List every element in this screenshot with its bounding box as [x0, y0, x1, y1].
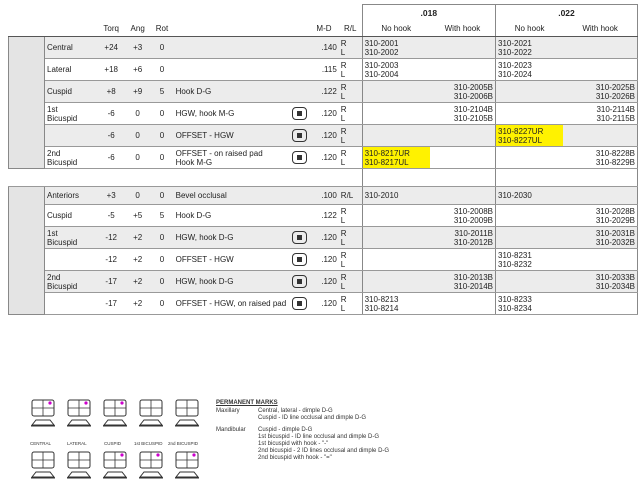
bracket-icon [292, 231, 307, 244]
torq-value: -5 [97, 205, 125, 227]
part-number-018-with-hook [430, 249, 496, 271]
description: OFFSET - HGW [174, 125, 290, 147]
part-number-018-no-hook: 310-2010 [362, 187, 430, 205]
bracket-icon [292, 253, 307, 266]
rot-value: 0 [150, 59, 173, 81]
marks-mandibular-line: 2nd bicuspid - 2 ID lines occlusal and dimple D-G [258, 448, 390, 454]
dimple-mark-icon [120, 401, 123, 404]
marks-title: PERMANENT MARKS [216, 400, 278, 406]
maxillary-side-label [9, 37, 45, 169]
rl-value: R L [339, 103, 362, 125]
md-value: .122 [309, 205, 339, 227]
bracket-icon-cell [290, 37, 309, 59]
bracket-icon [292, 129, 307, 142]
part-number-018-with-hook [430, 187, 496, 205]
tooth-name: Cuspid [45, 81, 98, 103]
col-torq: Torq [97, 22, 125, 37]
dimple-mark-icon [48, 401, 51, 404]
ang-value: 0 [125, 125, 150, 147]
marks-maxillary-line: Central, lateral - dimple D-G [258, 408, 333, 414]
bracket-base-icon [32, 420, 54, 425]
rot-value: 0 [150, 187, 173, 205]
mandibular-row [9, 187, 638, 205]
maxillary-row [9, 37, 638, 59]
part-number-018-no-hook: 310-2003 310-2004 [362, 59, 430, 81]
description: OFFSET - on raised pad Hook M-G [174, 147, 290, 169]
md-value: .120 [309, 271, 339, 293]
part-number-018-no-hook [362, 271, 430, 293]
torq-value: -12 [97, 227, 125, 249]
bracket-base-icon [104, 472, 126, 477]
part-number-022-no-hook [496, 103, 564, 125]
maxillary-row [9, 147, 638, 169]
tooth-name: Lateral [45, 59, 98, 81]
description: Bevel occlusal [174, 187, 290, 205]
torq-value: -6 [97, 125, 125, 147]
part-number-018-with-hook: 310-2104B 310-2105B [430, 103, 496, 125]
part-number-018-with-hook [430, 59, 496, 81]
part-number-018-no-hook [362, 205, 430, 227]
col-ang: Ang [125, 22, 150, 37]
dimple-mark-icon [192, 453, 195, 456]
bracket-icon-cell [290, 271, 309, 293]
bracket-icon-cell [290, 103, 309, 125]
bracket-base-icon [176, 420, 198, 425]
part-number-022-with-hook [563, 37, 637, 59]
md-value: .140 [309, 37, 339, 59]
rl-value: R L [339, 125, 362, 147]
md-value: .120 [309, 125, 339, 147]
col-no-hook-018: No hook [362, 22, 430, 37]
bracket-base-icon [176, 472, 198, 477]
bracket-base-icon [140, 472, 162, 477]
part-number-018-no-hook [362, 227, 430, 249]
tooth-name [45, 125, 98, 147]
rot-value: 5 [150, 81, 173, 103]
ang-value: 0 [125, 187, 150, 205]
description [174, 37, 290, 59]
description: Hook D-G [174, 205, 290, 227]
part-number-018-with-hook [430, 293, 496, 315]
rot-value: 0 [150, 37, 173, 59]
bracket-icon-cell [290, 205, 309, 227]
part-number-022-with-hook [563, 187, 637, 205]
torq-value: +24 [97, 37, 125, 59]
dimple-mark-icon [120, 453, 123, 456]
col-md: M-D [309, 22, 339, 37]
md-value: .100 [309, 187, 339, 205]
bracket-icon [292, 151, 307, 164]
part-number-018-no-hook: 310-2001 310-2002 [362, 37, 430, 59]
tooth-name: 2nd Bicuspid [45, 271, 98, 293]
bracket-base-icon [68, 420, 90, 425]
ang-value: +9 [125, 81, 150, 103]
part-number-018-no-hook [362, 125, 430, 147]
marks-mandibular-line: 2nd bicuspid with hook - "=" [258, 455, 332, 461]
part-number-022-no-hook: 310-2030 [496, 187, 564, 205]
rl-value: R L [339, 205, 362, 227]
rl-value: R L [339, 271, 362, 293]
rot-value: 0 [150, 249, 173, 271]
torq-value: -17 [97, 293, 125, 315]
part-number-022-no-hook [496, 227, 564, 249]
maxillary-row [9, 59, 638, 81]
ang-value: 0 [125, 147, 150, 169]
tooth-diagram [30, 398, 206, 500]
torq-value: -6 [97, 103, 125, 125]
md-value: .122 [309, 81, 339, 103]
rl-value: R L [339, 249, 362, 271]
part-number-018-with-hook [430, 37, 496, 59]
md-value: .115 [309, 59, 339, 81]
ang-value: +2 [125, 249, 150, 271]
ang-value: +5 [125, 205, 150, 227]
ang-value: +3 [125, 37, 150, 59]
ang-value: +2 [125, 271, 150, 293]
part-number-022-with-hook: 310-2033B 310-2034B [563, 271, 637, 293]
dimple-mark-icon [84, 401, 87, 404]
col-with-hook-018: With hook [430, 22, 496, 37]
bracket-base-icon [140, 420, 162, 425]
description: OFFSET - HGW [174, 249, 290, 271]
description: HGW, hook D-G [174, 227, 290, 249]
rot-value: 0 [150, 227, 173, 249]
ang-value: +2 [125, 227, 150, 249]
col-with-hook-022: With hook [563, 22, 637, 37]
tooth-label-lateral: LATERAL [67, 441, 87, 446]
part-number-018-with-hook [430, 147, 496, 169]
rot-value: 0 [150, 293, 173, 315]
ang-value: 0 [125, 103, 150, 125]
part-number-022-no-hook [496, 81, 564, 103]
bracket-icon-cell [290, 59, 309, 81]
rot-value: 0 [150, 271, 173, 293]
part-number-022-with-hook: 310-2031B 310-2032B [563, 227, 637, 249]
description: OFFSET - HGW, on raised pad [174, 293, 290, 315]
marks-mandibular-line: 1st bicuspid - ID line occlusal and dimple D-G [258, 434, 380, 440]
tooth-diagram-svg [30, 398, 206, 498]
bracket-icon-cell [290, 293, 309, 315]
part-number-022-no-hook: 310-8233 310-8234 [496, 293, 564, 315]
ang-value: +6 [125, 59, 150, 81]
part-number-018-no-hook: 310-8213 310-8214 [362, 293, 430, 315]
part-number-018-no-hook [362, 249, 430, 271]
tooth-name [45, 293, 98, 315]
bracket-base-icon [104, 420, 126, 425]
bracket-icon [292, 107, 307, 120]
col-no-hook-022: No hook [496, 22, 564, 37]
tooth-name: Anteriors [45, 187, 98, 205]
tooth-name: Cuspid [45, 205, 98, 227]
part-number-018-no-hook [362, 81, 430, 103]
torq-value: +8 [97, 81, 125, 103]
description: HGW, hook M-G [174, 103, 290, 125]
tooth-label-cuspid: CUSPID [104, 441, 122, 446]
part-number-022-with-hook: 310-8228B 310-8229B [563, 147, 637, 169]
rl-value: R L [339, 147, 362, 169]
rl-value: R/L [339, 187, 362, 205]
bracket-icon [292, 275, 307, 288]
tooth-label-2nd-bicuspid: 2nd BICUSPID [168, 441, 199, 446]
rl-value: R L [339, 293, 362, 315]
marks-maxillary-line: Cuspid - ID line occlusal and dimple D-G [258, 415, 367, 421]
part-number-022-with-hook [563, 249, 637, 271]
part-number-022-with-hook [563, 59, 637, 81]
description [174, 59, 290, 81]
md-value: .120 [309, 103, 339, 125]
gauge-018-header: .018 [362, 5, 495, 22]
tooth-label-1st-bicuspid: 1st BICUSPID [134, 441, 163, 446]
tooth-name [45, 249, 98, 271]
part-number-018-with-hook: 310-2005B 310-2006B [430, 81, 496, 103]
part-number-022-no-hook: 310-8227UR 310-8227UL [496, 125, 564, 147]
torq-value: -6 [97, 147, 125, 169]
marks-maxillary-key: Maxillary [216, 408, 240, 414]
part-number-018-with-hook: 310-2013B 310-2014B [430, 271, 496, 293]
part-number-022-no-hook [496, 205, 564, 227]
part-number-022-with-hook: 310-2114B 310-2115B [563, 103, 637, 125]
torq-value: -17 [97, 271, 125, 293]
part-number-018-no-hook [362, 103, 430, 125]
marks-mandibular-key: Mandibular [216, 427, 246, 433]
mandibular-side-label [9, 187, 45, 315]
part-number-022-with-hook: 310-2025B 310-2026B [563, 81, 637, 103]
part-number-018-with-hook: 310-2008B 310-2009B [430, 205, 496, 227]
part-number-018-with-hook [430, 125, 496, 147]
md-value: .120 [309, 147, 339, 169]
rl-value: R L [339, 227, 362, 249]
bracket-icon-cell [290, 125, 309, 147]
description: HGW, hook D-G [174, 271, 290, 293]
rot-value: 0 [150, 125, 173, 147]
marks-mandibular-line: Cuspid - dimple D-G [258, 427, 313, 433]
part-number-018-with-hook: 310-2011B 310-2012B [430, 227, 496, 249]
bracket-icon-cell [290, 147, 309, 169]
bracket-icon-cell [290, 249, 309, 271]
md-value: .120 [309, 227, 339, 249]
torq-value: +3 [97, 187, 125, 205]
maxillary-row [9, 125, 638, 147]
rl-value: R L [339, 37, 362, 59]
md-value: .120 [309, 249, 339, 271]
rot-value: 5 [150, 205, 173, 227]
col-rot: Rot [150, 22, 173, 37]
part-number-022-with-hook [563, 293, 637, 315]
rot-value: 0 [150, 103, 173, 125]
dimple-mark-icon [156, 453, 159, 456]
bracket-icon [292, 297, 307, 310]
maxillary-row [9, 103, 638, 125]
part-number-022-no-hook [496, 147, 564, 169]
bracket-icon-cell [290, 227, 309, 249]
mandibular-row [9, 293, 638, 315]
rl-value: R L [339, 81, 362, 103]
mandibular-row [9, 205, 638, 227]
maxillary-row [9, 81, 638, 103]
gauge-022-header: .022 [496, 5, 638, 22]
part-number-022-no-hook: 310-8231 310-8232 [496, 249, 564, 271]
tooth-name: 1st Bicuspid [45, 227, 98, 249]
mandibular-row [9, 271, 638, 293]
part-number-022-with-hook [563, 125, 637, 147]
description: Hook D-G [174, 81, 290, 103]
bracket-icon-cell [290, 187, 309, 205]
part-number-022-with-hook: 310-2028B 310-2029B [563, 205, 637, 227]
col-rl: R/L [339, 22, 362, 37]
part-number-022-no-hook: 310-2023 310-2024 [496, 59, 564, 81]
rot-value: 0 [150, 147, 173, 169]
tooth-label-central: CENTRAL [30, 441, 52, 446]
bracket-spec-table [8, 4, 638, 315]
permanent-marks [216, 400, 389, 462]
marks-mandibular-line: 1st bicuspid with hook - "-" [258, 441, 329, 447]
tooth-name: 2nd Bicuspid [45, 147, 98, 169]
bracket-base-icon [32, 472, 54, 477]
mandibular-row [9, 227, 638, 249]
part-number-018-no-hook: 310-8217UR 310-8217UL [362, 147, 430, 169]
part-number-022-no-hook: 310-2021 310-2022 [496, 37, 564, 59]
bracket-icon-cell [290, 81, 309, 103]
torq-value: -12 [97, 249, 125, 271]
ang-value: +2 [125, 293, 150, 315]
bracket-base-icon [68, 472, 90, 477]
tooth-name: 1st Bicuspid [45, 103, 98, 125]
rl-value: R L [339, 59, 362, 81]
tooth-name: Central [45, 37, 98, 59]
mandibular-row [9, 249, 638, 271]
torq-value: +18 [97, 59, 125, 81]
part-number-022-no-hook [496, 271, 564, 293]
md-value: .120 [309, 293, 339, 315]
